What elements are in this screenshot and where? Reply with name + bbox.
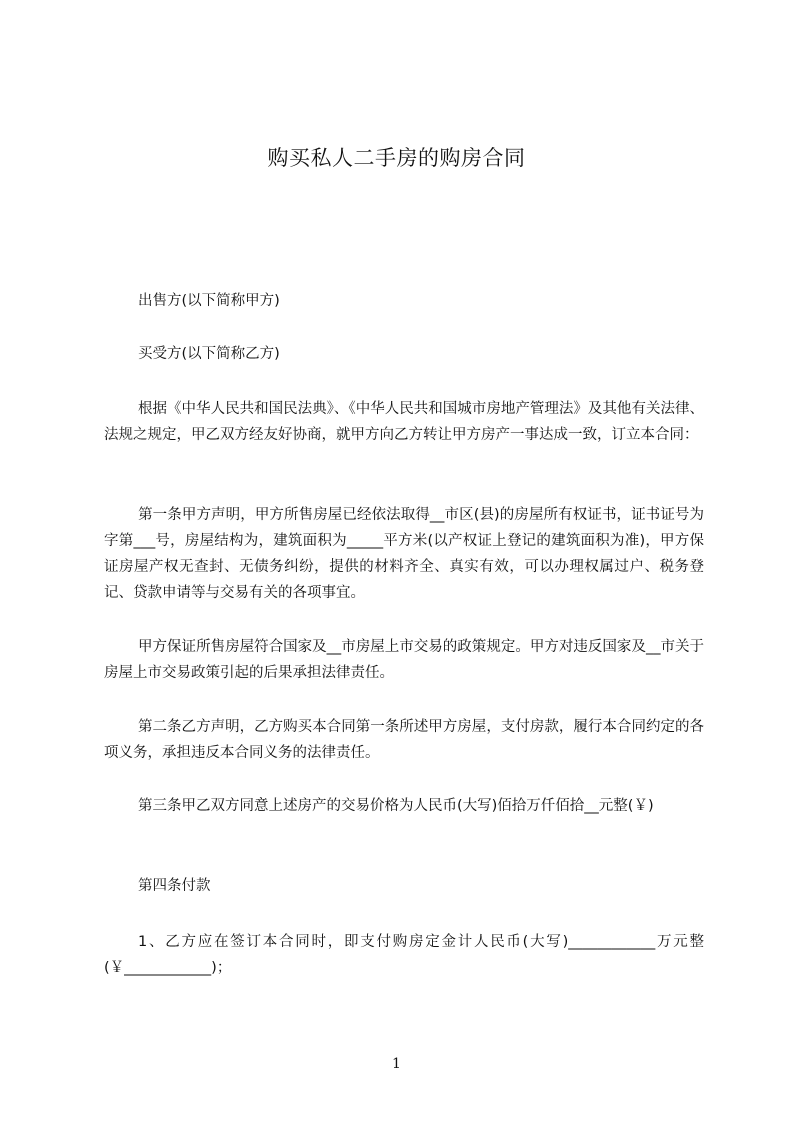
paragraph-seller (104, 288, 704, 314)
paragraph-seller-guarantee (104, 634, 704, 686)
page-number: 1 (392, 1056, 401, 1072)
paragraph-text: 1、乙方应在签订本合同时，即支付购房定金计人民币(大写)____________万元整(￥____________)； (104, 934, 704, 976)
paragraph-text: 第三条甲乙双方同意上述房产的交易价格为人民币(大写)佰拾万仟佰拾__元整(￥) (138, 798, 654, 814)
paragraph-article-2 (104, 714, 704, 766)
paragraph-preamble (104, 396, 704, 448)
paragraph-text: 第二条乙方声明，乙方购买本合同第一条所述甲方房屋，支付房款，履行本合同约定的各项义务，承担违反本合同义务的法律责任。 (104, 719, 704, 761)
paragraph-text: 买受方(以下简称乙方) (138, 346, 280, 362)
paragraph-payment-1 (104, 929, 704, 981)
paragraph-text: 根据《中华人民共和国民法典》、《中华人民共和国城市房地产管理法》及其他有关法律、法规之规定，甲乙双方经友好协商，就甲方向乙方转让甲方房产一事达成一致，订立本合同： (104, 401, 704, 443)
paragraph-text: 第四条付款 (138, 878, 211, 894)
paragraph-text: 第一条甲方声明，甲方所售房屋已经依法取得__市区(县)的房屋所有权证书，证书证号为字第___号，房屋结构为，建筑面积为_____平方米(以产权证上登记的建筑面积为准)，甲方保证房屋产权无查封、无债务纠纷，提供的材料齐全、真实有效，可以办理权属过户、税务登记、贷款申请等与交易有关的各项事宜。 (104, 507, 704, 601)
document-title: 购买私人二手房的购房合同 (267, 146, 526, 170)
paragraph-text: 出售方(以下简称甲方) (138, 293, 280, 309)
paragraph-buyer (104, 341, 704, 367)
paragraph-article-1 (104, 502, 704, 606)
paragraph-text: 甲方保证所售房屋符合国家及__市房屋上市交易的政策规定。甲方对违反国家及__市关于房屋上市交易政策引起的后果承担法律责任。 (104, 639, 704, 681)
paragraph-article-3 (104, 793, 704, 819)
paragraph-article-4 (104, 873, 704, 899)
